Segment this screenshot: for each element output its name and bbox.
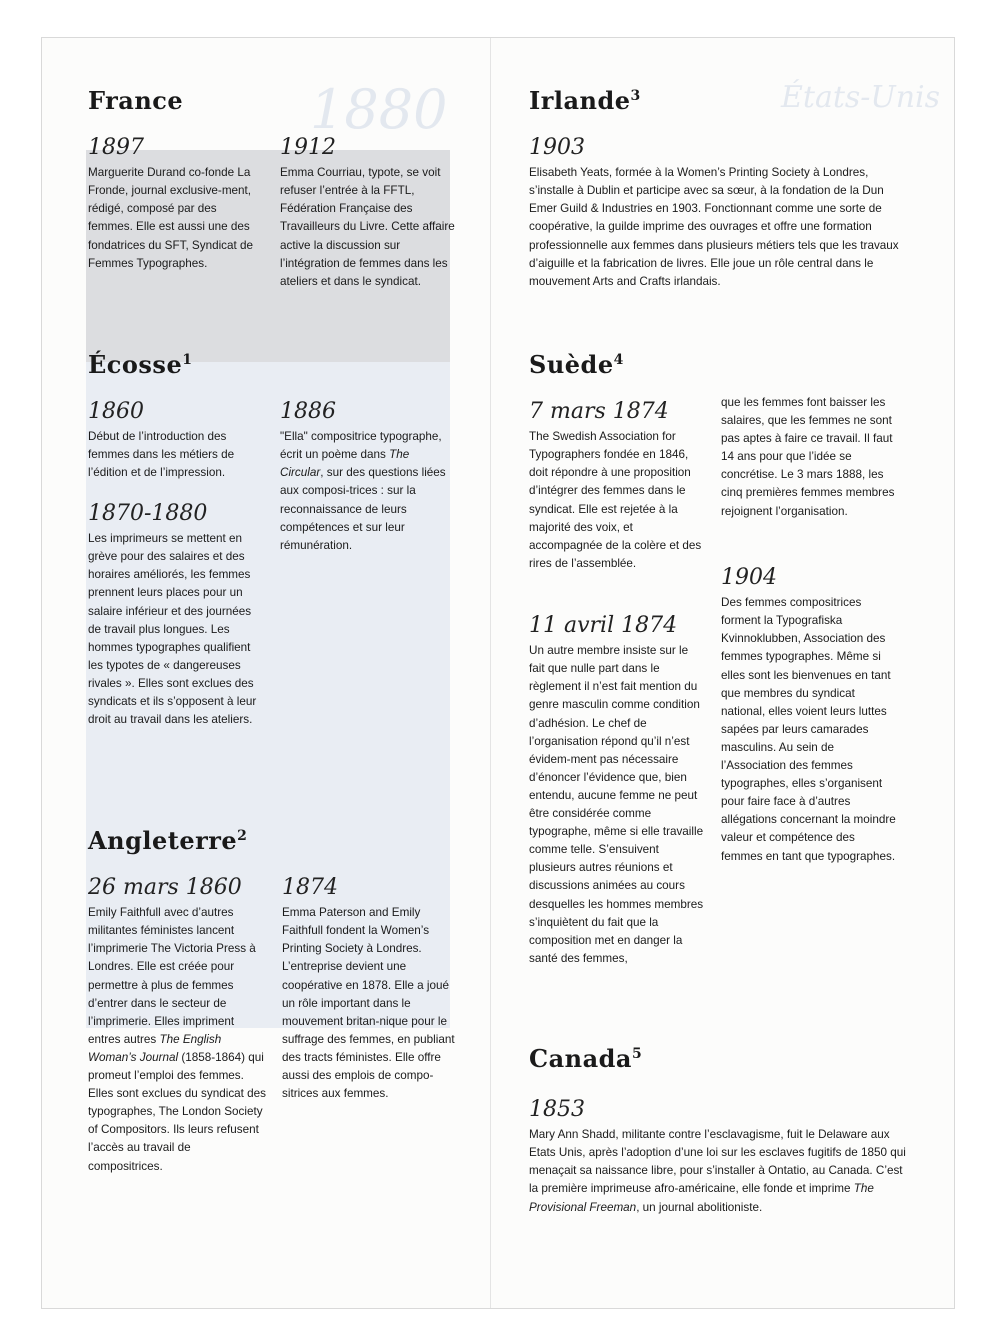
country-title-france: France [88, 86, 184, 115]
year-label: 1860 [88, 399, 144, 424]
footnote-ref: 2 [237, 828, 248, 844]
entry-text: Elisabeth Yeats, formée à la Women’s Printing Society à Londres, s’installe à Dublin et participe avec sa sœur, à la fondation de la Dun Emer Guild & Industries en 1903. Fonctionnant comme une sorte de coopérative, la guilde imprime des ouvrages et offre une formation professionnelle aux femmes dans plusieurs métiers tels que les travaux d’aiguille et la fabrication de livres. Elle joue un rôle central dans le mouvement Arts and Crafts irlandais. [529, 166, 899, 288]
left-page [42, 38, 491, 1308]
section-irlande [529, 88, 929, 114]
year-label: 1874 [282, 875, 338, 900]
section-france [88, 88, 468, 114]
footnote-ref: 3 [630, 88, 641, 104]
year-label: 26 mars 1860 [88, 875, 242, 900]
entry-text: Emma Courriau, typote, se voit refuser l’entrée à la FFTL, Fédération Française des Travailleurs du Livre. Cette affaire active la discussion sur l’intégration de femmes dans les ateliers et dans le syndicat. [280, 166, 455, 288]
entry-irlande-1903 [529, 136, 909, 291]
year-label: 7 mars 1874 [529, 399, 669, 424]
year-label: 1912 [280, 135, 336, 160]
entry-canada-1853 [529, 1098, 909, 1217]
section-canada [529, 1046, 929, 1072]
country-title-canada: Canada$^5$ [529, 1044, 643, 1073]
footnote-ref: 1 [182, 352, 193, 368]
entry-ecosse-1860 [88, 400, 264, 482]
entry-text: The Swedish Association for Typographers fondée en 1846, doit répondre à une proposition d’intégrer des femmes dans le syndicat. Elle est rejetée à la majorité des voix, et accompagnée de la colère et des rires de l’assemblée. [529, 430, 702, 570]
section-ecosse [88, 352, 468, 378]
right-page [491, 38, 954, 1308]
section-angleterre [88, 828, 468, 854]
year-label: 11 avril 1874 [529, 613, 678, 638]
footnote-ref: 5 [631, 1046, 643, 1062]
year-label: 1903 [529, 135, 585, 160]
year-label: 1853 [529, 1097, 585, 1122]
country-title-angleterre: Angleterre$^2$ [88, 826, 248, 855]
entry-angleterre-1874 [282, 876, 458, 1103]
year-label: 1897 [88, 135, 144, 160]
footnote-ref: 4 [613, 352, 624, 368]
booklet-spread [42, 38, 954, 1308]
entry-text: Emma Paterson and Emily Faithfull fondent la Women’s Printing Society à Londres. L’entreprise devient une coopérative en 1878. Elle a joué un rôle important dans le mouvement britan-nique pour le suffrage des femmes, en publiant des tracts féministes. Elle offre aussi des emplois de compo-sitrices aux femmes. [282, 906, 455, 1101]
section-suede [529, 352, 929, 378]
ghost-heading: États-Unis [781, 80, 941, 115]
entry-angleterre-1860 [88, 876, 268, 1176]
entry-ecosse-1870-1880 [88, 502, 264, 729]
entry-text: Emily Faithfull avec d’autres militantes féministes lancent l’imprimerie The Victoria Press à Londres. Elle est créée pour permettre à plus de femmes d’entrer dans le secteur de l’imprimerie. Elles impriment entres autres The English Woman’s Journal (1858-1864) qui promeut l’emploi des femmes. Elles sont exclues du syndicat des typographes, The London Society of Compositors. Ils leurs refusent l’accès au travail de compositrices. [88, 906, 267, 1173]
year-label: 1870-1880 [88, 501, 208, 526]
entry-suede-7-mars-1874 [529, 400, 705, 573]
entry-suede-1904 [721, 566, 897, 866]
year-label: 1904 [721, 565, 777, 590]
entry-ecosse-1886 [280, 400, 456, 555]
ghost-numbers: 1880 [310, 78, 448, 141]
entry-suede-continued [721, 394, 897, 521]
entry-text: Marguerite Durand co-fonde La Fronde, journal exclusive-ment, rédigé, composé par des femmes. Elle est aussi une des fondatrices du SFT, Syndicat de Femmes Typographes. [88, 166, 254, 270]
country-title-ecosse: Écosse$^1$ [88, 350, 193, 379]
entry-text: Les imprimeurs se mettent en grève pour des salaires et des horaires améliorés, les femmes prennent leurs places pour un salaire inférieur et des journées de travail plus longues. Les hommes typographes qualifient les typotes de « dangereuses rivales ». Elles sont exclues des syndicats et ils s’opposent à leur droit au travail dans les ateliers. [88, 532, 257, 727]
entry-suede-11-avril-1874 [529, 614, 705, 968]
entry-text: que les femmes font baisser les salaires, que les femmes ne sont pas aptes à faire ce travail. Il faut 14 ans pour que l’idée se concrétise. Le 3 mars 1888, les cinq premières femmes membres rejoignent l’organisation. [721, 396, 895, 518]
entry-france-1897 [88, 136, 264, 273]
country-title-suede: Suède$^4$ [529, 350, 624, 379]
entry-text: Mary Ann Shadd, militante contre l’esclavagisme, fuit le Delaware aux Etats Unis, après l’adoption d’une loi sur les esclaves fugitifs de 1850 qui menaçait sa naissance libre, pour s’installer à Ontatio, au Canada. C’est la première imprimeuse afro-américaine, elle fonde et imprime The Provisional Freeman, un journal abolitioniste. [529, 1128, 906, 1214]
entry-text: "Ella" compositrice typographe, écrit un poème dans The Circular, sur des questions liées aux composi-trices : sur la reconnaissance de leurs compétences et sur leur rémunération. [280, 430, 446, 552]
country-title-irlande: Irlande$^3$ [529, 86, 641, 115]
year-label: 1886 [280, 399, 336, 424]
entry-text: Des femmes compositrices forment la Typografiska Kvinnoklubben, Association des femmes typographes. Même si elles sont les bienvenues en tant que membres du syndicat national, elles voient leurs luttes sapées par leurs camarades masculins. Au sein de l’Association des femmes typographes, elles s’organisent pour faire face à d’autres allégations concernant la moindre valeur et compétence des femmes en tant que typographes. [721, 596, 896, 863]
entry-france-1912 [280, 136, 456, 291]
entry-text: Un autre membre insiste sur le fait que nulle part dans le règlement il n’est fait mention du genre masculin comme condition d’adhésion. Le chef de l’organisation répond qu’il n’est évidem-ment pas nécessaire d’énoncer l’évidence que, bien entendu, aucune femme ne peut être considérée comme typographe, même si elle travaille comme telle. S’ensuivent plusieurs autres réunions et discussions animées au cours desquelles les hommes membres s’inquiètent du fait que la composition met en danger la santé des femmes, [529, 644, 704, 965]
entry-text: Début de l’introduction des femmes dans les métiers de l’édition et de l’impression. [88, 430, 235, 480]
